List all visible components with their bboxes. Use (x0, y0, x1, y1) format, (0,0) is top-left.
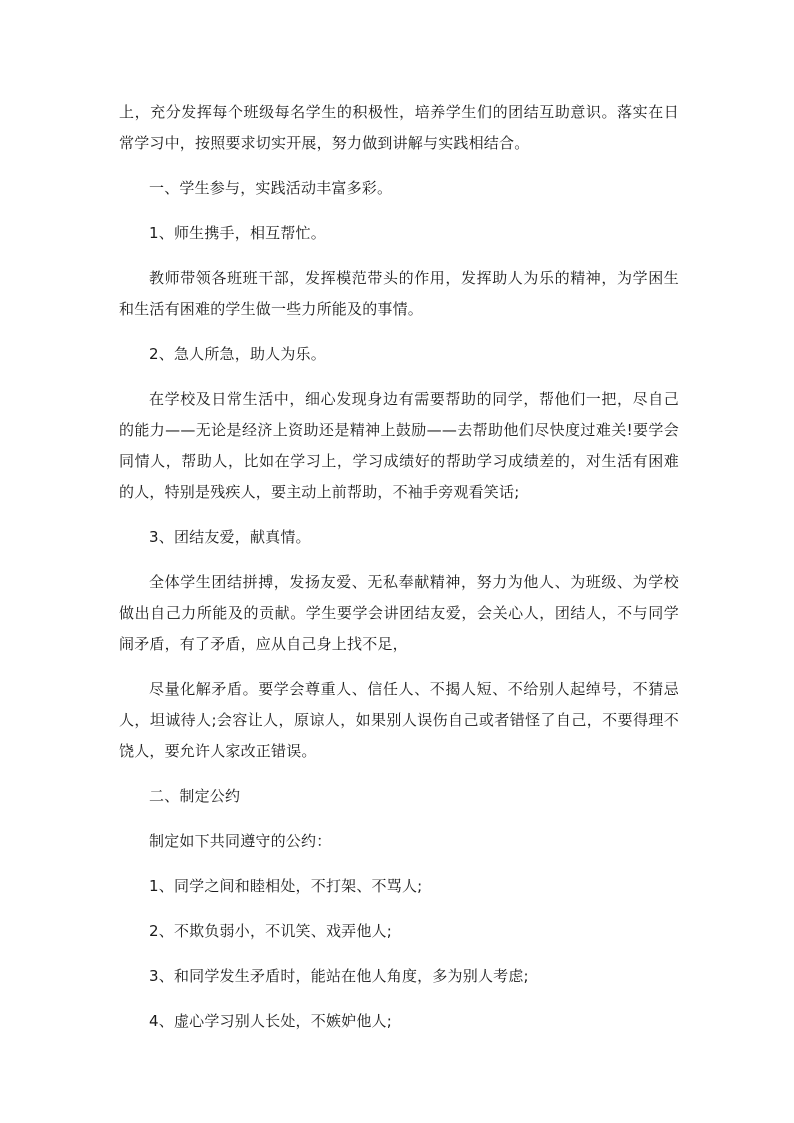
paragraph: 在学校及日常生活中，细心发现身边有需要帮助的同学，帮他们一把，尽自己的能力——无论是经济上资助还是精神上鼓励——去帮助他们尽快度过难关!要学会同情人，帮助人，比如在学习上，学习成绩好的帮助学习成绩差的，对生活有困难的人，特别是残疾人，要主动上前帮助，不袖手旁观看笑话; (119, 390, 679, 501)
paragraph: 制定如下共同遵守的公约： (149, 832, 332, 850)
list-item: 1、同学之间和睦相处，不打架、不骂人; (149, 877, 423, 895)
paragraph-continuation: 上，充分发挥每个班级每名学生的积极性，培养学生们的团结互助意识。落实在日常学习中，按照要求切实开展，努力做到讲解与实践相结合。 (119, 103, 679, 152)
list-item: 2、不欺负弱小，不讥笑、戏弄他人; (149, 922, 392, 940)
section-heading-1: 一、学生参与，实践活动丰富多彩。 (149, 179, 393, 197)
document-body (119, 97, 679, 1037)
paragraph: 全体学生团结拼搏，发扬友爱、无私奉献精神，努力为他人、为班级、为学校做出自己力所能及的贡献。学生要学会讲团结友爱，会关心人，团结人，不与同学闹矛盾，有了矛盾，应从自己身上找不足， (119, 573, 679, 653)
subheading-2: 2、急人所急，助人为乐。 (149, 345, 326, 363)
subheading-3: 3、团结友爱，献真情。 (149, 528, 311, 546)
paragraph: 教师带领各班班干部，发挥模范带头的作用，发挥助人为乐的精神，为学困生和生活有困难的学生做一些力所能及的事情。 (119, 269, 679, 318)
list-item: 3、和同学发生矛盾时，能站在他人角度，多为别人考虑; (149, 967, 529, 985)
section-heading-2: 二、制定公约 (149, 787, 241, 805)
paragraph: 尽量化解矛盾。要学会尊重人、信任人、不揭人短、不给别人起绰号，不猜忌人，坦诚待人;会容让人，原谅人，如果别人误伤自己或者错怪了自己，不要得理不饶人，要允许人家改正错误。 (119, 680, 679, 760)
list-item: 4、虚心学习别人长处，不嫉妒他人; (149, 1012, 392, 1030)
subheading-1: 1、师生携手，相互帮忙。 (149, 224, 326, 242)
